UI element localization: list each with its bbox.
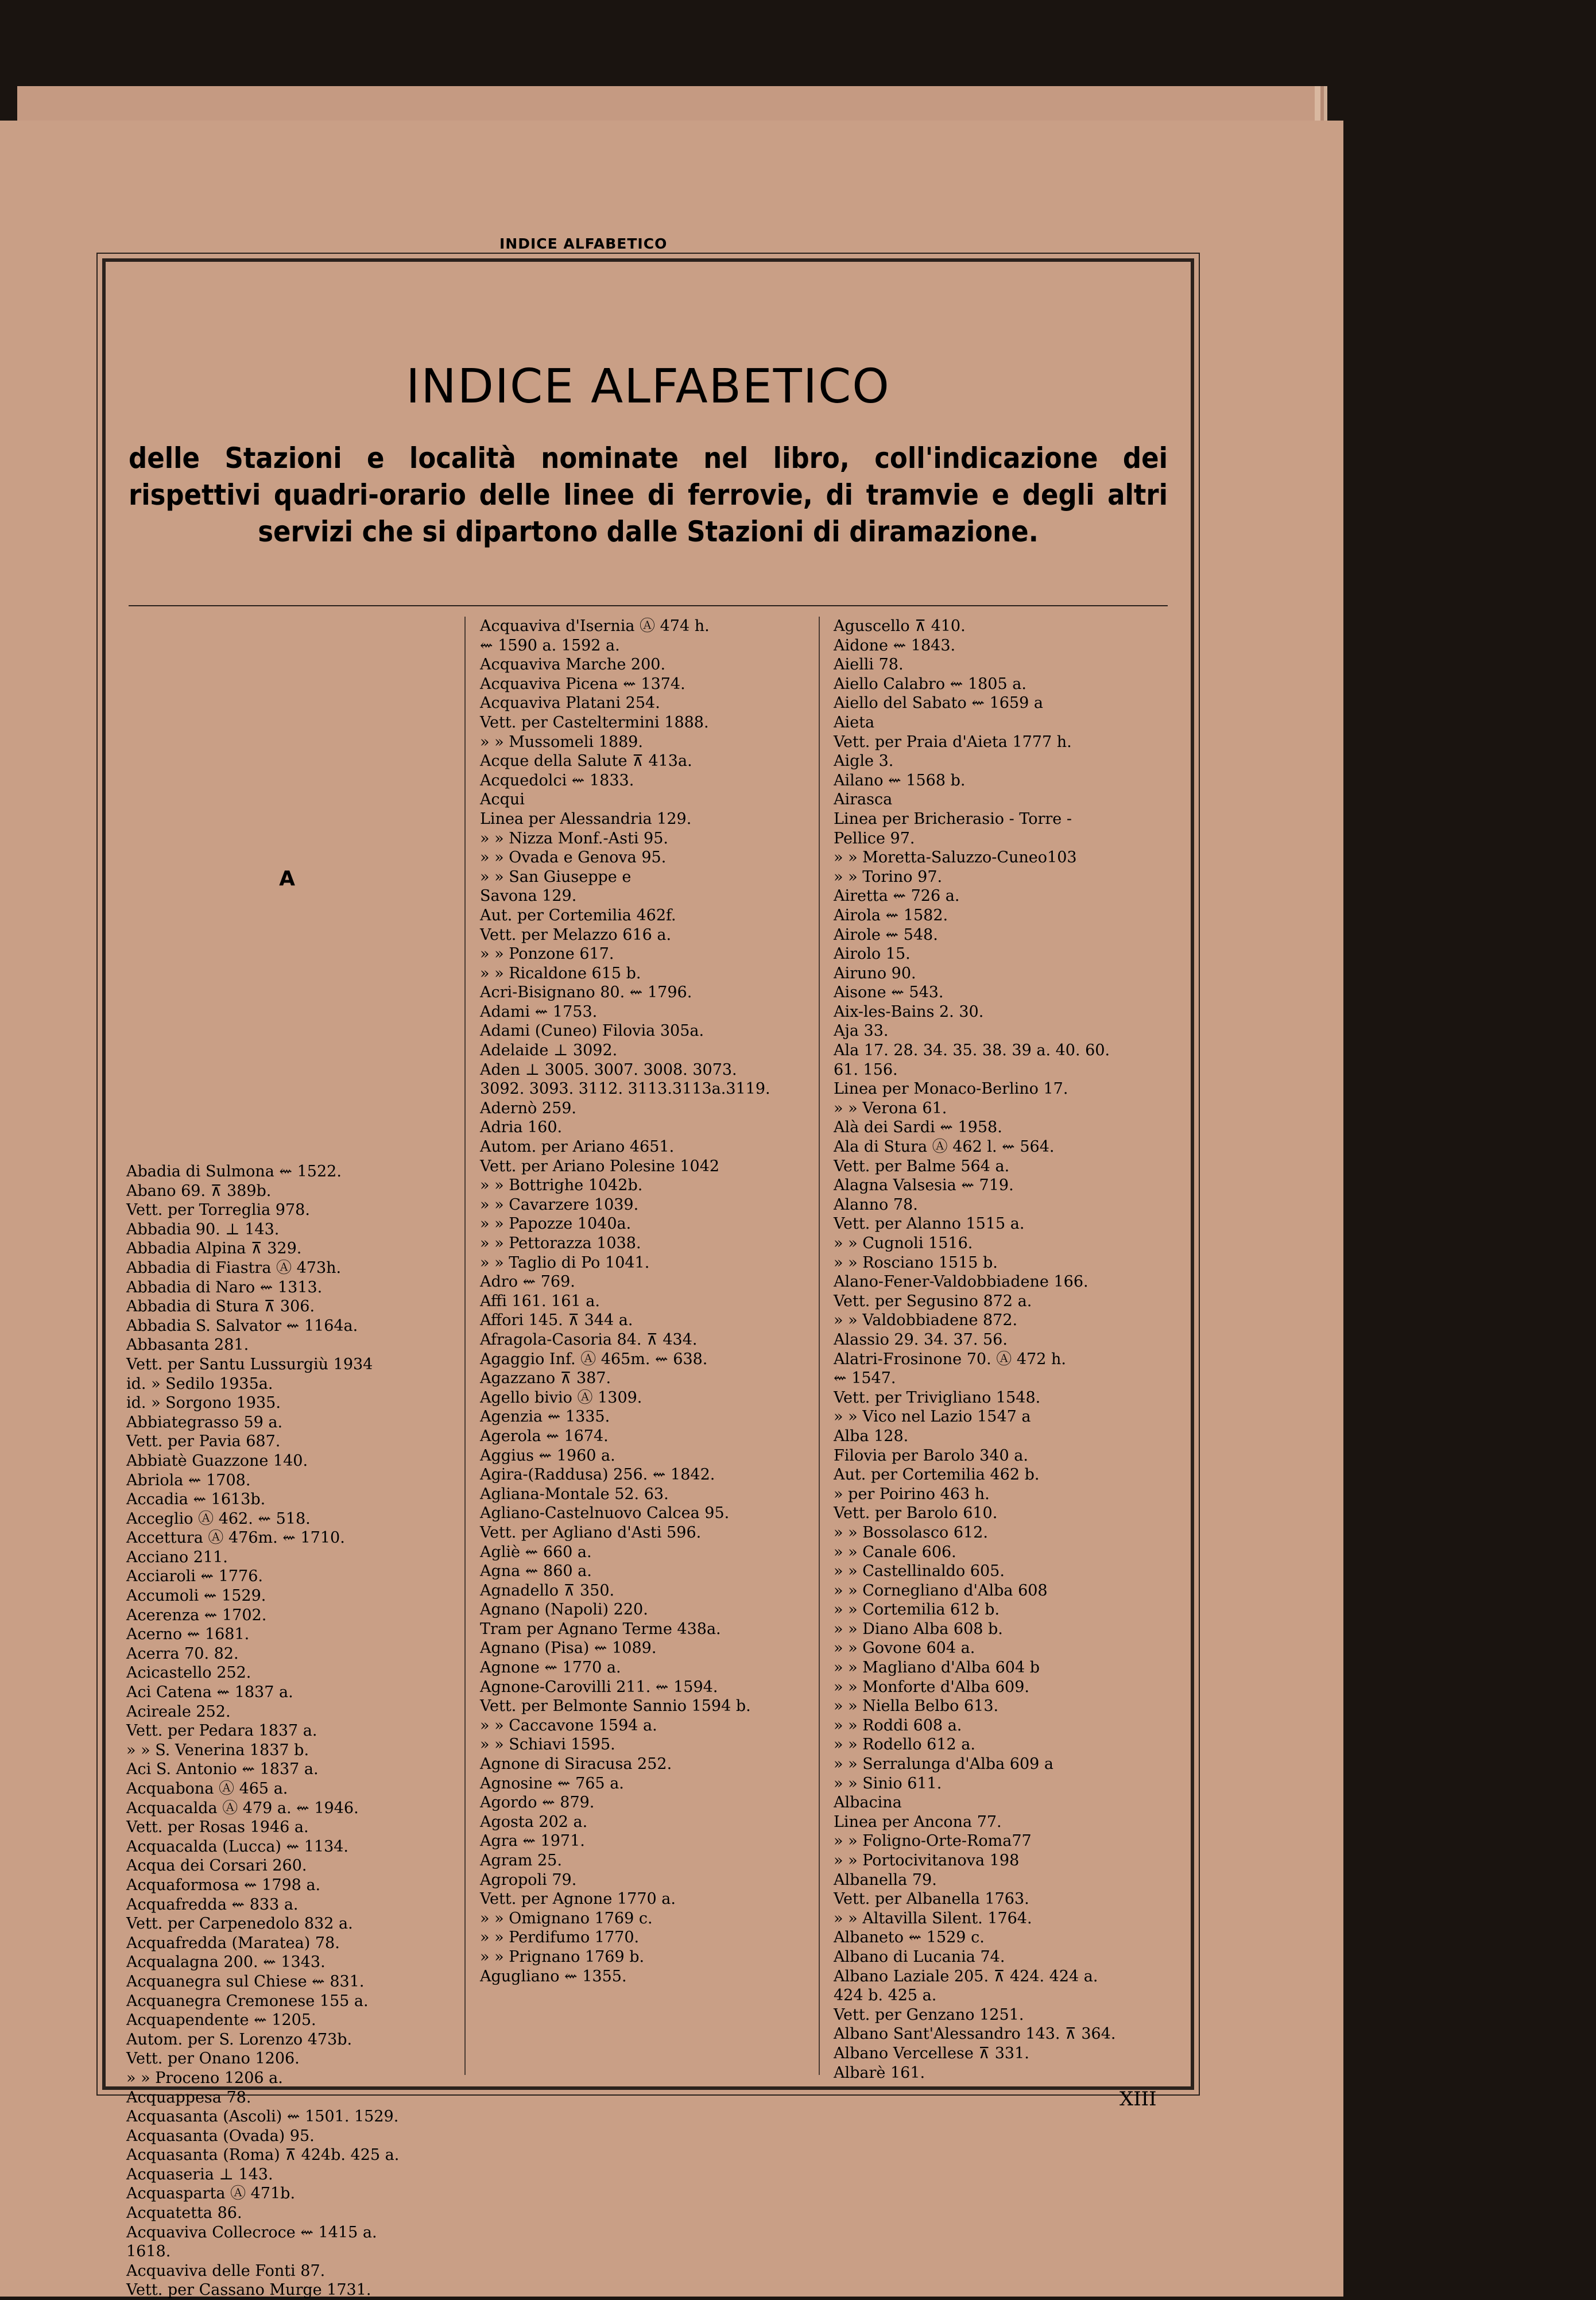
index-entry: Vett. per Belmonte Sannio 1594 b. (480, 1697, 751, 1716)
index-entry: Vett. per Genzano 1251. (834, 2005, 1024, 2024)
index-entry: Aigle 3. (834, 752, 894, 770)
index-entry: Aguscello ⊼ 410. (834, 617, 966, 635)
index-entry: Acquapendente ⇜ 1205. (126, 2011, 316, 2030)
index-entry: » » Schiavi 1595. (480, 1736, 615, 1754)
index-entry: Vett. per Rosas 1946 a. (126, 1818, 309, 1837)
index-entry: » » Bossolasco 612. (834, 1523, 988, 1542)
index-entry: 61. 156. (834, 1060, 898, 1079)
index-entry: Acquabona Ⓐ 465 a. (126, 1780, 288, 1798)
index-entry: Acquaviva Platani 254. (480, 694, 660, 713)
index-entry: Vett. per Pavia 687. (126, 1432, 281, 1451)
index-entry: Accadia ⇜ 1613b. (126, 1490, 266, 1509)
index-entry: Agra ⇜ 1971. (480, 1832, 585, 1850)
index-entry: Vett. per Onano 1206. (126, 2050, 300, 2068)
index-entry: Acquaviva d'Isernia Ⓐ 474 h. (480, 617, 710, 635)
index-entry: Acquaformosa ⇜ 1798 a. (126, 1876, 321, 1894)
index-entry: Aden ⊥ 3005. 3007. 3008. 3073. (480, 1060, 737, 1079)
index-entry: Abadia di Sulmona ⇜ 1522. (126, 1163, 342, 1180)
index-entry: Aut. per Cortemilia 462 b. (834, 1466, 1040, 1484)
index-entry: Acquasparta Ⓐ 471b. (126, 2185, 296, 2203)
index-entry: Linea per Ancona 77. (834, 1813, 1002, 1831)
index-entry: Airetta ⇜ 726 a. (834, 887, 960, 905)
index-entry: Vett. per Agnone 1770 a. (480, 1890, 676, 1908)
index-entry: Albano di Lucania 74. (834, 1947, 1005, 1966)
index-entry: » » Valdobbiadene 872. (834, 1311, 1018, 1330)
index-entry: » » Ovada e Genova 95. (480, 849, 667, 867)
index-entry: Adro ⇜ 769. (480, 1273, 575, 1291)
index-entry: Adami ⇜ 1753. (480, 1002, 598, 1021)
index-entry: Albaneto ⇜ 1529 c. (834, 1929, 985, 1947)
index-entry: » » Cornegliano d'Alba 608 (834, 1581, 1048, 1600)
index-entry: 3092. 3093. 3112. 3113.3113a.3119. (480, 1080, 770, 1098)
index-entry: Aiello del Sabato ⇜ 1659 a (834, 694, 1043, 713)
index-entry: Acerenza ⇜ 1702. (126, 1606, 267, 1624)
index-entry: » » Verona 61. (834, 1099, 947, 1117)
index-entry: Vett. per Praia d'Aieta 1777 h. (834, 733, 1072, 751)
index-entry: » » Prignano 1769 b. (480, 1947, 645, 1966)
index-entry: Agerola ⇜ 1674. (480, 1427, 609, 1445)
index-entry: » » Caccavone 1594 a. (480, 1716, 657, 1734)
index-entry: » » Magliano d'Alba 604 b (834, 1659, 1040, 1677)
index-entry: Acquappesa 78. (126, 2088, 251, 2107)
index-entry: Vett. per Balme 564 a. (834, 1157, 1010, 1175)
index-entry: Albanella 79. (834, 1871, 937, 1889)
index-entry: » » Bottrighe 1042b. (480, 1176, 643, 1195)
index-entry: Aisone ⇜ 543. (834, 983, 944, 1002)
index-entry: Vett. per Carpenedolo 832 a. (126, 1915, 353, 1933)
index-entry: » » Nizza Monf.-Asti 95. (480, 829, 668, 847)
index-entry: Aidone ⇜ 1843. (834, 636, 956, 655)
index-column-2 (480, 617, 813, 1986)
index-entry: » » Ricaldone 615 b. (480, 964, 641, 982)
index-entry: Vett. per Alanno 1515 a. (834, 1215, 1025, 1233)
index-entry: Pellice 97. (834, 829, 915, 847)
index-entry: » » Cavarzere 1039. (480, 1195, 639, 1214)
index-entry: Aja 33. (834, 1022, 889, 1040)
index-entry: » » Monforte d'Alba 609. (834, 1678, 1029, 1696)
index-entry: Alanno 78. (834, 1195, 918, 1214)
index-entry: Acquafredda (Maratea) 78. (126, 1934, 340, 1952)
index-entry: Albacina (834, 1794, 902, 1812)
page-subtitle: delle Stazioni e località nominate nel libro, coll'indicazione dei rispettivi quadri-orario delle linee di ferrovie, di tramvie e degli altri servizi che si dipartono dalle Stazioni di diramazione. (129, 442, 1168, 548)
index-entry: Agira-(Raddusa) 256. ⇜ 1842. (480, 1466, 715, 1484)
index-entry: Acciano 211. (126, 1548, 228, 1566)
index-entry: Acerra 70. 82. (126, 1644, 239, 1663)
index-entry: » » Roddi 608 a. (834, 1716, 962, 1734)
index-entry: Agaggio Inf. Ⓐ 465m. ⇜ 638. (480, 1350, 708, 1368)
index-entry: Alà dei Sardi ⇜ 1958. (834, 1118, 1002, 1137)
index-entry: » » Ponzone 617. (480, 945, 614, 963)
index-entry: Linea per Alessandria 129. (480, 810, 692, 828)
index-entry: » » Altavilla Silent. 1764. (834, 1909, 1032, 1927)
index-entry: Acquanegra Cremonese 155 a. (126, 1992, 369, 2010)
index-entry: Acquaviva Marche 200. (480, 656, 666, 674)
running-head: INDICE ALFABETICO (499, 235, 668, 252)
index-entry: » » Torino 97. (834, 868, 943, 886)
index-entry: Acceglio Ⓐ 462. ⇜ 518. (126, 1509, 311, 1528)
index-entry: Agello bivio Ⓐ 1309. (480, 1388, 642, 1407)
index-entry: Acque della Salute ⊼ 413a. (480, 752, 692, 770)
index-entry: » » Perdifumo 1770. (480, 1929, 640, 1947)
index-entry: Acqui (480, 791, 525, 809)
index-entry: » » Vico nel Lazio 1547 a (834, 1408, 1031, 1426)
index-entry: Agliana-Montale 52. 63. (480, 1485, 669, 1503)
index-entry: Filovia per Barolo 340 a. (834, 1446, 1028, 1465)
index-entry: Aielli 78. (834, 656, 904, 674)
index-entry: Agnone ⇜ 1770 a. (480, 1659, 621, 1677)
index-entry: Airola ⇜ 1582. (834, 906, 948, 924)
index-column-3 (834, 617, 1167, 2082)
index-entry: Albano Sant'Alessandro 143. ⊼ 364. (834, 2025, 1116, 2043)
index-entry: Agugliano ⇜ 1355. (480, 1967, 627, 1985)
index-entry: id. » Sedilo 1935a. (126, 1374, 273, 1393)
index-entry: Ala 17. 28. 34. 35. 38. 39 a. 40. 60. (834, 1041, 1110, 1060)
index-entry: Acqualagna 200. ⇜ 1343. (126, 1953, 326, 1972)
index-entry: Adami (Cuneo) Filovia 305a. (480, 1022, 704, 1040)
index-entry: Linea per Monaco-Berlino 17. (834, 1080, 1068, 1098)
index-entry: Abbadia di Stura ⊼ 306. (126, 1298, 315, 1316)
index-entry: » » Rodello 612 a. (834, 1736, 975, 1754)
index-entry: » » Sinio 611. (834, 1774, 942, 1792)
index-entry: Agnosine ⇜ 765 a. (480, 1774, 624, 1792)
index-entry: Agnone di Siracusa 252. (480, 1755, 672, 1774)
index-entry: Acerno ⇜ 1681. (126, 1625, 250, 1644)
index-entry: Abbasanta 281. (126, 1336, 249, 1354)
index-entry: Acquedolci ⇜ 1833. (480, 771, 634, 789)
index-entry: Acquanegra sul Chiese ⇜ 831. (126, 1972, 365, 1991)
index-entry: Acquasanta (Ovada) 95. (126, 2127, 315, 2145)
index-entry: Aggius ⇜ 1960 a. (480, 1446, 615, 1465)
index-entry: Affori 145. ⊼ 344 a. (480, 1311, 633, 1330)
index-entry: » » Niella Belbo 613. (834, 1697, 999, 1716)
index-entry: Albano Laziale 205. ⊼ 424. 424 a. (834, 1967, 1098, 1985)
index-entry: Abbadia S. Salvator ⇜ 1164a. (126, 1317, 358, 1335)
index-entry: Airasca (834, 791, 893, 809)
index-entry: Acquasanta (Roma) ⊼ 424b. 425 a. (126, 2146, 400, 2165)
index-entry: 1618. (126, 2243, 171, 2261)
index-entry: Agazzano ⊼ 387. (480, 1369, 611, 1388)
index-entry: » » Rosciano 1515 b. (834, 1253, 998, 1272)
index-entry: Acireale 252. (126, 1702, 231, 1721)
index-entry: Aieta (834, 713, 875, 731)
index-entry: Alano-Fener-Valdobbiadene 166. (834, 1273, 1088, 1291)
section-letter: A (279, 867, 295, 890)
index-entry: » » S. Venerina 1837 b. (126, 1741, 309, 1759)
index-entry: Acciaroli ⇜ 1776. (126, 1567, 263, 1586)
index-entry: Acquaviva Collecroce ⇜ 1415 a. (126, 2223, 377, 2241)
index-entry: Aix-les-Bains 2. 30. (834, 1002, 984, 1021)
index-entry: Acquatetta 86. (126, 2204, 242, 2222)
index-entry: » » Serralunga d'Alba 609 a (834, 1755, 1053, 1774)
index-entry: Vett. per Agliano d'Asti 596. (480, 1523, 702, 1542)
index-entry: Alagna Valsesia ⇜ 719. (834, 1176, 1014, 1195)
index-entry: Abano 69. ⊼ 389b. (126, 1182, 272, 1200)
index-entry: Abbiatè Guazzone 140. (126, 1451, 308, 1470)
page-number: XIII (1119, 2088, 1157, 2111)
index-entry: Airuno 90. (834, 964, 916, 982)
index-entry: Acquacalda (Lucca) ⇜ 1134. (126, 1837, 349, 1856)
index-entry: Agosta 202 a. (480, 1813, 588, 1831)
index-entry: Agliè ⇜ 660 a. (480, 1543, 592, 1561)
index-entry: Vett. per Pedara 1837 a. (126, 1722, 317, 1740)
index-entry: Aci Catena ⇜ 1837 a. (126, 1683, 293, 1702)
index-entry: » » Canale 606. (834, 1543, 956, 1561)
index-entry: Afragola-Casoria 84. ⊼ 434. (480, 1330, 698, 1349)
index-entry: Savona 129. (480, 887, 577, 905)
index-entry: Affi 161. 161 a. (480, 1292, 600, 1310)
index-entry: Vett. per Casteltermini 1888. (480, 713, 709, 731)
index-entry: Agram 25. (480, 1852, 562, 1869)
index-entry: » » Papozze 1040a. (480, 1215, 632, 1233)
index-entry: » » Mussomeli 1889. (480, 733, 643, 751)
index-entry: » » Foligno-Orte-Roma77 (834, 1832, 1032, 1850)
index-entry: Agnano (Napoli) 220. (480, 1601, 648, 1619)
index-entry: Adernò 259. (480, 1099, 577, 1117)
index-entry: ⇜ 1590 a. 1592 a. (480, 636, 620, 655)
index-entry: Agnone-Carovilli 211. ⇜ 1594. (480, 1678, 718, 1696)
index-entry: Linea per Bricherasio - Torre - (834, 810, 1072, 828)
index-entry: » per Poirino 463 h. (834, 1485, 990, 1503)
index-entry: Agropoli 79. (480, 1871, 577, 1889)
index-entry: » » Pettorazza 1038. (480, 1234, 641, 1252)
index-entry: » » Moretta-Saluzzo-Cuneo103 (834, 849, 1077, 867)
index-entry: Agna ⇜ 860 a. (480, 1562, 592, 1581)
index-entry: Agnano (Pisa) ⇜ 1089. (480, 1639, 657, 1658)
index-entry: Abbadia Alpina ⊼ 329. (126, 1240, 302, 1258)
index-entry: Airolo 15. (834, 945, 911, 963)
index-entry: Aut. per Cortemilia 462f. (480, 906, 676, 924)
index-entry: Autom. per Ariano 4651. (480, 1138, 675, 1156)
index-entry: Abbadia 90. ⊥ 143. (126, 1220, 280, 1238)
index-entry: » » San Giuseppe e (480, 868, 632, 886)
index-entry: Vett. per Barolo 610. (834, 1504, 998, 1523)
index-entry: Ala di Stura Ⓐ 462 l. ⇜ 564. (834, 1138, 1055, 1156)
index-entry: Vett. per Santu Lussurgiù 1934 (126, 1355, 373, 1373)
index-entry: » » Govone 604 a. (834, 1639, 975, 1658)
index-entry: Acquaseria ⊥ 143. (126, 2165, 273, 2183)
index-entry: Alba 128. (834, 1427, 909, 1445)
index-entry: Vett. per Melazzo 616 a. (480, 926, 672, 944)
index-entry: » » Omignano 1769 c. (480, 1909, 653, 1927)
index-entry: Agordo ⇜ 879. (480, 1794, 595, 1812)
index-entry: Acquaviva Picena ⇜ 1374. (480, 675, 685, 693)
column-divider (464, 617, 466, 2075)
index-entry: Acquasanta (Ascoli) ⇜ 1501. 1529. (126, 2108, 399, 2126)
index-entry: Acquacalda Ⓐ 479 a. ⇜ 1946. (126, 1799, 359, 1817)
index-entry: Agenzia ⇜ 1335. (480, 1408, 610, 1426)
index-entry: Aiello Calabro ⇜ 1805 a. (834, 675, 1026, 693)
index-entry: Vett. per Torreglia 978. (126, 1201, 310, 1219)
index-entry: Albano Vercellese ⊼ 331. (834, 2044, 1029, 2062)
index-entry: » » Cortemilia 612 b. (834, 1601, 1000, 1619)
index-entry: id. » Sorgono 1935. (126, 1394, 281, 1412)
index-entry: Agliano-Castelnuovo Calcea 95. (480, 1504, 730, 1523)
index-entry: Abbadia di Naro ⇜ 1313. (126, 1278, 323, 1296)
index-entry: Vett. per Trivigliano 1548. (834, 1388, 1041, 1407)
index-entry: Acquaviva delle Fonti 87. (126, 2262, 326, 2280)
index-entry: Abriola ⇜ 1708. (126, 1471, 251, 1489)
index-entry: 424 b. 425 a. (834, 1987, 937, 2005)
header-rule (129, 605, 1168, 606)
index-entry: ⇜ 1547. (834, 1369, 896, 1388)
index-entry: » » Proceno 1206 a. (126, 2069, 283, 2087)
index-entry: Acquafredda ⇜ 833 a. (126, 1895, 299, 1914)
index-entry: » » Portocivitanova 198 (834, 1852, 1020, 1869)
index-entry: » » Cugnoli 1516. (834, 1234, 973, 1252)
index-entry: Acqua dei Corsari 260. (126, 1857, 307, 1875)
column-divider (819, 617, 820, 2075)
index-entry: Alassio 29. 34. 37. 56. (834, 1330, 1008, 1349)
index-entry: Acicastello 252. (126, 1664, 251, 1682)
index-entry: Airole ⇜ 548. (834, 926, 938, 944)
index-entry: Albarè 161. (834, 2063, 925, 2082)
index-entry: Tram per Agnano Terme 438a. (480, 1620, 721, 1638)
index-entry: Vett. per Ariano Polesine 1042 (480, 1157, 720, 1175)
index-entry: Vett. per Albanella 1763. (834, 1890, 1029, 1908)
index-entry: Aci S. Antonio ⇜ 1837 a. (126, 1760, 319, 1779)
index-entry: Abbiategrasso 59 a. (126, 1413, 283, 1431)
index-entry: Autom. per S. Lorenzo 473b. (126, 2030, 352, 2049)
page-title: INDICE ALFABETICO (406, 359, 890, 414)
index-entry: Accumoli ⇜ 1529. (126, 1587, 266, 1605)
index-entry: Abbadia di Fiastra Ⓐ 473h. (126, 1259, 342, 1277)
index-entry: » » Taglio di Po 1041. (480, 1253, 650, 1272)
index-entry: » » Diano Alba 608 b. (834, 1620, 1003, 1638)
index-entry: Vett. per Segusino 872 a. (834, 1292, 1032, 1310)
index-entry: Adria 160. (480, 1118, 563, 1137)
index-entry: Agnadello ⊼ 350. (480, 1581, 615, 1600)
index-entry: Ailano ⇜ 1568 b. (834, 771, 966, 789)
index-entry: Accettura Ⓐ 476m. ⇜ 1710. (126, 1529, 345, 1547)
index-entry: Alatri-Frosinone 70. Ⓐ 472 h. (834, 1350, 1066, 1368)
index-entry: » » Castellinaldo 605. (834, 1562, 1005, 1581)
index-entry: Acri-Bisignano 80. ⇜ 1796. (480, 983, 692, 1002)
index-entry: Adelaide ⊥ 3092. (480, 1041, 618, 1060)
index-entry: Vett. per Cassano Murge 1731. (126, 2281, 371, 2299)
